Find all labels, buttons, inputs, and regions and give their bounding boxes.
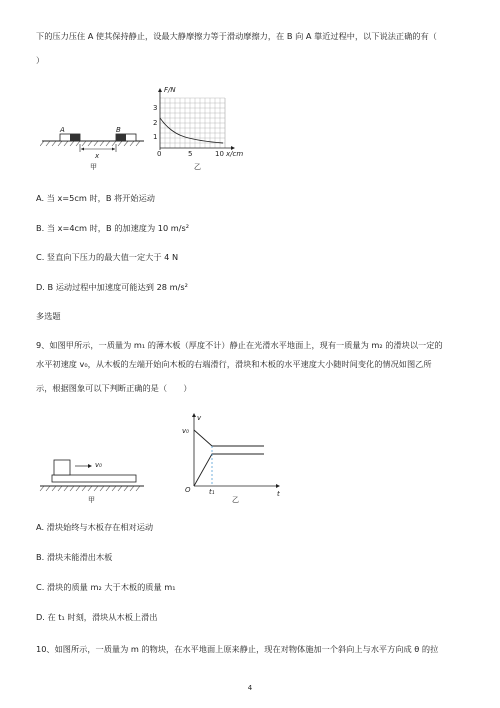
figure-vt-yi xyxy=(176,408,286,506)
slider-block xyxy=(54,460,70,475)
board-velocity-line xyxy=(194,454,264,486)
magnet-b xyxy=(116,134,126,141)
label-x: x xyxy=(95,152,100,160)
q9-text-line1: 9、如图甲所示，一质量为 m₁ 的薄木板（厚度不计）静止在光滑水平地面上，现有一质量为 m₂ 的滑块以一定的 xyxy=(36,340,443,350)
caption-yi-1: 乙 xyxy=(194,163,201,171)
x-tick-5: 5 xyxy=(188,150,193,158)
caption-jia-2: 甲 xyxy=(88,496,95,504)
q8-option-b: B. 当 x=4cm 时，B 的加速度为 10 m/s² xyxy=(36,223,190,233)
q10-text-line1: 10、如图所示，一质量为 m 的物块，在水平地面上原来静止，现在对物体施加一个斜向上与水平方向成 θ 的拉 xyxy=(36,644,439,654)
magnet-a xyxy=(70,134,80,141)
caption-yi-2: 乙 xyxy=(232,496,239,504)
x-tick-0: 0 xyxy=(157,150,162,158)
y-tick-1: 1 xyxy=(153,133,158,141)
y-tick-3: 3 xyxy=(153,104,158,112)
v0-axis-label: v₀ xyxy=(182,427,189,435)
v-axis-label: v xyxy=(197,414,202,422)
figure-blocks-jia xyxy=(40,118,150,176)
slider-velocity-line xyxy=(194,430,264,446)
t-axis-label: t xyxy=(277,490,280,498)
q8-option-a: A. 当 x=5cm 时，B 将开始运动 xyxy=(36,193,155,203)
t1-label: t₁ xyxy=(209,488,215,496)
x-axis-label: x/cm xyxy=(226,150,244,158)
origin-label: O xyxy=(185,486,191,494)
q9-option-b: B. 滑块未能滑出木板 xyxy=(36,552,113,562)
y-tick-2: 2 xyxy=(153,119,158,127)
figure-graph-yi xyxy=(145,84,255,182)
label-a: A xyxy=(60,126,65,134)
wooden-board xyxy=(52,475,136,482)
v0-arrow-label: v₀ xyxy=(95,461,102,469)
question-8-text-line1: 下的压力压住 A 使其保持静止，设最大静摩擦力等于滑动摩擦力，在 B 向 A 靠近过程中，以下说法正确的有（ xyxy=(36,31,437,41)
question-8-text-line2: ） xyxy=(36,55,45,65)
q9-text-line2: 水平初速度 v₀，从木板的左端开始向木板的右端滑行，滑块和木板的水平速度大小随时间变化的情况如图乙所 xyxy=(36,359,432,369)
q9-option-c: C. 滑块的质量 m₂ 大于木板的质量 m₁ xyxy=(36,582,176,592)
x-tick-10: 10 xyxy=(215,150,224,158)
section-label: 多选题 xyxy=(36,311,61,321)
q9-option-a: A. 滑块始终与木板存在相对运动 xyxy=(36,522,154,532)
force-curve xyxy=(160,118,223,143)
y-axis-label: F/N xyxy=(164,86,176,94)
label-b: B xyxy=(116,126,121,134)
figure-slider-jia xyxy=(38,450,148,508)
q8-option-d: D. B 运动过程中加速度可能达到 28 m/s² xyxy=(36,282,188,292)
q9-text-line3: 示，根据图象可以下判断正确的是（ ） xyxy=(36,383,192,393)
page-number: 4 xyxy=(247,684,253,692)
q8-option-c: C. 竖直向下压力的最大值一定大于 4 N xyxy=(36,252,179,262)
q9-option-d: D. 在 t₁ 时刻，滑块从木板上滑出 xyxy=(36,612,158,622)
caption-jia-1: 甲 xyxy=(90,163,97,171)
